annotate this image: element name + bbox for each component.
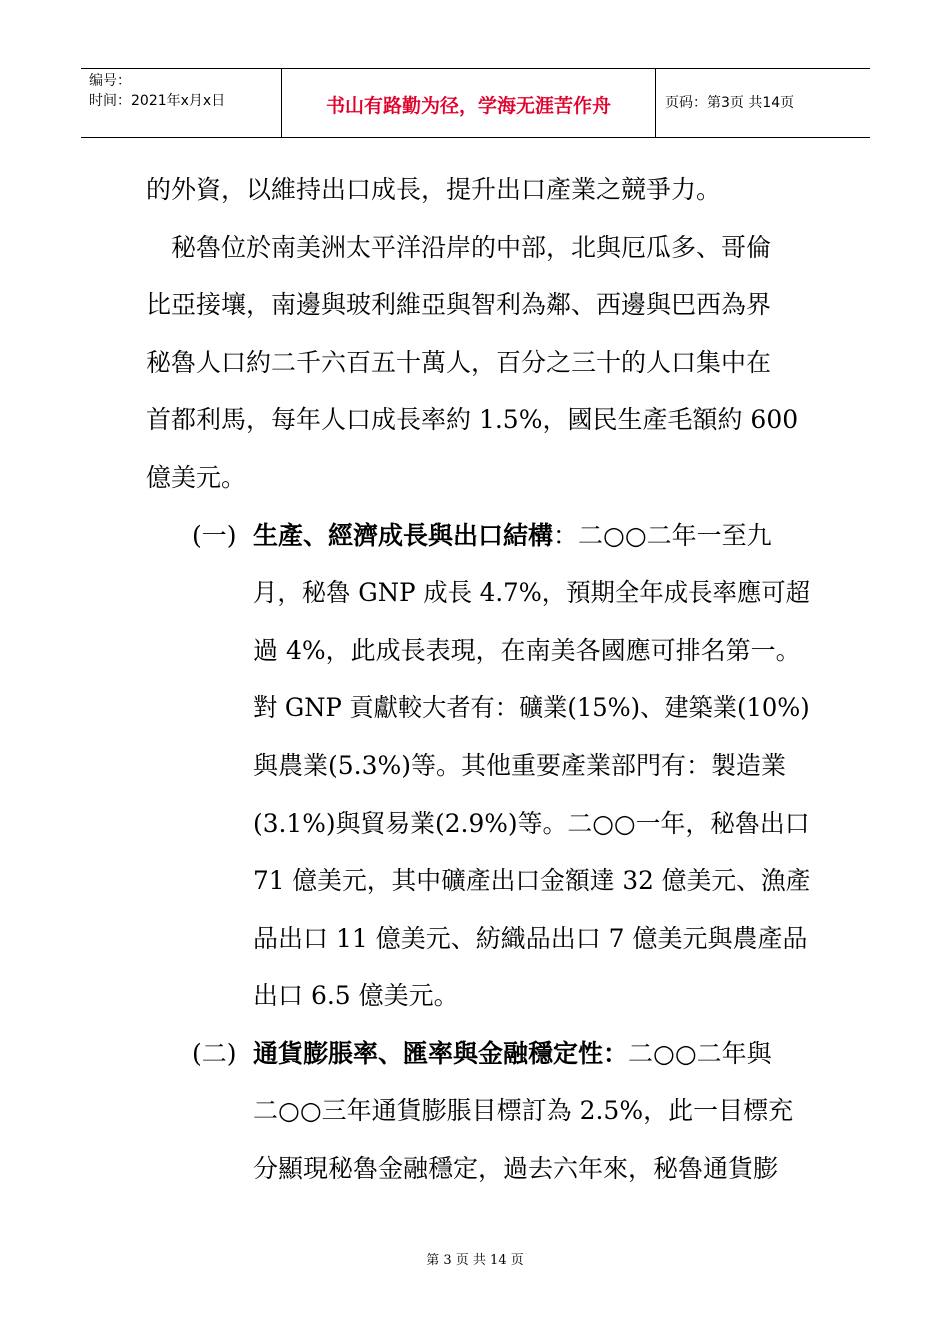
body-line: 的外資，以維持出口成長，提升出口產業之競爭力。 xyxy=(146,175,722,204)
page-footer: 第 3 页 共 14 页 xyxy=(426,1253,524,1268)
body-line: 秘魯人口約二千六百五十萬人，百分之三十的人口集中在 xyxy=(146,348,772,377)
section-1-line: 月，秘魯 GNP 成長 4.7%，預期全年成長率應可超 xyxy=(253,578,811,607)
section-1-line: 對 GNP 貢獻較大者有：礦業(15%)、建築業(10%) xyxy=(253,693,810,722)
document-time-label: 时间：2021年x月x日 xyxy=(89,93,226,109)
section-1-line: (3.1%)與貿易業(2.9%)等。二○○一年，秘魯出口 xyxy=(253,809,810,838)
body-line: 首都利馬，每年人口成長率約 1.5%，國民生產毛額約 600 xyxy=(146,405,799,434)
section-2-heading: 通貨膨脹率、匯率與金融穩定性： xyxy=(253,1039,629,1068)
body-line: 億美元。 xyxy=(146,463,247,492)
header-motto: 书山有路勤为径，学海无涯苦作舟 xyxy=(325,95,611,117)
document-number-label: 编号： xyxy=(89,73,131,89)
section-1-line: 71 億美元，其中礦產出口金額達 32 億美元、漁產 xyxy=(253,866,811,895)
header-page-cell xyxy=(656,69,870,137)
section-2-first-line xyxy=(253,1039,772,1069)
header-meta-cell xyxy=(81,69,282,137)
section-1-line: 品出口 11 億美元、紡織品出口 7 億美元與農產品 xyxy=(253,924,808,953)
header-motto-cell xyxy=(282,69,656,137)
section-2-line: 二○○三年通貨膨脹目標訂為 2.5%，此一目標充 xyxy=(253,1096,794,1125)
section-2-number: (二) xyxy=(192,1039,237,1068)
section-1-heading: 生產、經濟成長與出口結構 xyxy=(253,521,554,550)
body-line: 秘魯位於南美洲太平洋沿岸的中部，北與厄瓜多、哥倫 xyxy=(171,233,772,262)
section-1-line: 與農業(5.3%)等。其他重要產業部門有：製造業 xyxy=(253,751,787,780)
section-1-number: (一) xyxy=(192,521,237,550)
document-header xyxy=(81,68,870,138)
section-2-first-line-text: 二○○二年與 xyxy=(628,1039,772,1068)
header-page-info: 页码：第3页 共14页 xyxy=(665,95,795,111)
body-line: 比亞接壤，南邊與玻利維亞與智利為鄰、西邊與巴西為界 xyxy=(146,290,772,319)
section-1-line: 出口 6.5 億美元。 xyxy=(253,981,459,1010)
section-1-first-line xyxy=(253,521,772,551)
section-1-first-line-text: ：二○○二年一至九 xyxy=(553,521,772,550)
section-2-line: 分顯現秘魯金融穩定，過去六年來，秘魯通貨膨 xyxy=(253,1154,779,1183)
section-1-line: 過 4%，此成長表現，在南美各國應可排名第一。 xyxy=(253,636,801,665)
